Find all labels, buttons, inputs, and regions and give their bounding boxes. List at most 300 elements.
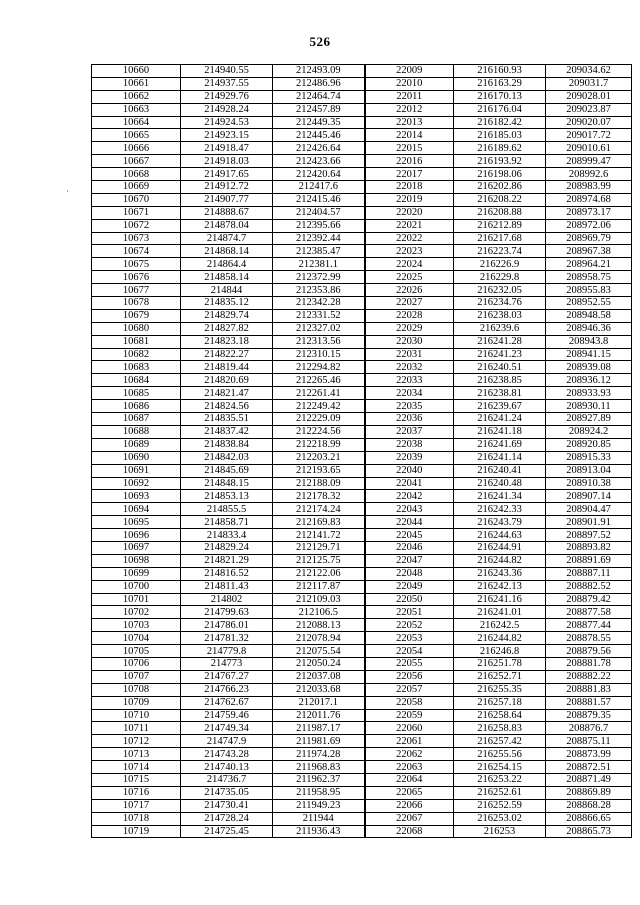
y-coordinate-left-cell: 212109.03 [273, 593, 365, 606]
table-row [92, 155, 632, 168]
table-row [92, 438, 632, 451]
point-number-right-cell: 22045 [365, 529, 454, 542]
y-coordinate-right-cell: 208974.68 [546, 193, 632, 206]
y-coordinate-left-cell: 212261.41 [273, 387, 365, 400]
point-number-left-cell: 10688 [92, 425, 181, 438]
point-number-left-cell: 10671 [92, 206, 181, 219]
x-coordinate-left-cell: 214759.46 [181, 709, 273, 722]
x-coordinate-right-cell: 216240.41 [454, 464, 546, 477]
x-coordinate-right-cell: 216241.01 [454, 606, 546, 619]
x-coordinate-right-cell: 216239.67 [454, 400, 546, 413]
point-number-left-cell: 10693 [92, 490, 181, 503]
point-number-right-cell: 22033 [365, 374, 454, 387]
y-coordinate-right-cell: 208877.58 [546, 606, 632, 619]
point-number-left-cell: 10672 [92, 219, 181, 232]
point-number-left-cell: 10714 [92, 761, 181, 774]
y-coordinate-left-cell: 212395.66 [273, 219, 365, 232]
y-coordinate-left-cell: 212423.66 [273, 155, 365, 168]
table-row [92, 722, 632, 735]
point-number-left-cell: 10718 [92, 812, 181, 825]
y-coordinate-left-cell: 211949.23 [273, 799, 365, 812]
x-coordinate-left-cell: 214747.9 [181, 735, 273, 748]
y-coordinate-right-cell: 208866.65 [546, 812, 632, 825]
table-row [92, 258, 632, 271]
point-number-right-cell: 22038 [365, 438, 454, 451]
x-coordinate-left-cell: 214829.74 [181, 309, 273, 322]
point-number-right-cell: 22014 [365, 129, 454, 142]
y-coordinate-left-cell: 212129.71 [273, 541, 365, 554]
point-number-left-cell: 10698 [92, 554, 181, 567]
y-coordinate-right-cell: 208907.14 [546, 490, 632, 503]
x-coordinate-left-cell: 214743.28 [181, 748, 273, 761]
table-row [92, 567, 632, 580]
y-coordinate-right-cell: 208881.78 [546, 657, 632, 670]
point-number-right-cell: 22031 [365, 348, 454, 361]
y-coordinate-right-cell: 208879.42 [546, 593, 632, 606]
x-coordinate-left-cell: 214924.53 [181, 116, 273, 129]
y-coordinate-right-cell: 208939.08 [546, 361, 632, 374]
y-coordinate-right-cell: 208973.17 [546, 206, 632, 219]
x-coordinate-right-cell: 216170.13 [454, 90, 546, 103]
x-coordinate-left-cell: 214868.14 [181, 245, 273, 258]
point-number-left-cell: 10676 [92, 271, 181, 284]
y-coordinate-left-cell: 212392.44 [273, 232, 365, 245]
y-coordinate-left-cell: 212381.1 [273, 258, 365, 271]
y-coordinate-right-cell: 208882.52 [546, 580, 632, 593]
table-row [92, 413, 632, 426]
point-number-right-cell: 22037 [365, 425, 454, 438]
point-number-right-cell: 22058 [365, 696, 454, 709]
x-coordinate-right-cell: 216241.16 [454, 593, 546, 606]
point-number-right-cell: 22051 [365, 606, 454, 619]
x-coordinate-right-cell: 216185.03 [454, 129, 546, 142]
y-coordinate-left-cell: 212169.83 [273, 516, 365, 529]
y-coordinate-right-cell: 208955.83 [546, 284, 632, 297]
y-coordinate-left-cell: 211936.43 [273, 825, 365, 838]
point-number-right-cell: 22041 [365, 477, 454, 490]
x-coordinate-left-cell: 214822.27 [181, 348, 273, 361]
x-coordinate-right-cell: 216244.63 [454, 529, 546, 542]
table-row [92, 206, 632, 219]
x-coordinate-right-cell: 216208.88 [454, 206, 546, 219]
point-number-right-cell: 22054 [365, 645, 454, 658]
point-number-right-cell: 22048 [365, 567, 454, 580]
x-coordinate-right-cell: 216182.42 [454, 116, 546, 129]
point-number-right-cell: 22062 [365, 748, 454, 761]
y-coordinate-left-cell: 212017.1 [273, 696, 365, 709]
x-coordinate-right-cell: 216243.36 [454, 567, 546, 580]
y-coordinate-right-cell: 208893.82 [546, 541, 632, 554]
x-coordinate-right-cell: 216255.35 [454, 683, 546, 696]
x-coordinate-left-cell: 214918.03 [181, 155, 273, 168]
y-coordinate-left-cell: 212342.28 [273, 297, 365, 310]
y-coordinate-left-cell: 212117.87 [273, 580, 365, 593]
point-number-left-cell: 10707 [92, 670, 181, 683]
point-number-right-cell: 22010 [365, 77, 454, 90]
point-number-right-cell: 22057 [365, 683, 454, 696]
x-coordinate-right-cell: 216252.71 [454, 670, 546, 683]
x-coordinate-right-cell: 216208.22 [454, 193, 546, 206]
x-coordinate-right-cell: 216242.33 [454, 503, 546, 516]
table-row [92, 451, 632, 464]
x-coordinate-left-cell: 214735.05 [181, 786, 273, 799]
point-number-left-cell: 10715 [92, 773, 181, 786]
y-coordinate-left-cell: 212037.08 [273, 670, 365, 683]
x-coordinate-left-cell: 214845.69 [181, 464, 273, 477]
point-number-left-cell: 10696 [92, 529, 181, 542]
point-number-left-cell: 10691 [92, 464, 181, 477]
point-number-left-cell: 10684 [92, 374, 181, 387]
y-coordinate-left-cell: 212426.64 [273, 142, 365, 155]
point-number-right-cell: 22025 [365, 271, 454, 284]
y-coordinate-left-cell: 212106.5 [273, 606, 365, 619]
table-row [92, 657, 632, 670]
point-number-left-cell: 10667 [92, 155, 181, 168]
x-coordinate-right-cell: 216246.8 [454, 645, 546, 658]
y-coordinate-left-cell: 212372.99 [273, 271, 365, 284]
x-coordinate-left-cell: 214823.18 [181, 335, 273, 348]
point-number-right-cell: 22044 [365, 516, 454, 529]
y-coordinate-left-cell: 212141.72 [273, 529, 365, 542]
x-coordinate-left-cell: 214829.24 [181, 541, 273, 554]
y-coordinate-right-cell: 208873.99 [546, 748, 632, 761]
x-coordinate-left-cell: 214767.27 [181, 670, 273, 683]
table-row [92, 541, 632, 554]
x-coordinate-left-cell: 214835.51 [181, 413, 273, 426]
y-coordinate-right-cell: 208878.55 [546, 632, 632, 645]
y-coordinate-left-cell: 212327.02 [273, 322, 365, 335]
point-number-left-cell: 10705 [92, 645, 181, 658]
x-coordinate-right-cell: 216254.15 [454, 761, 546, 774]
y-coordinate-left-cell: 212313.56 [273, 335, 365, 348]
point-number-left-cell: 10677 [92, 284, 181, 297]
point-number-right-cell: 22030 [365, 335, 454, 348]
point-number-right-cell: 22022 [365, 232, 454, 245]
y-coordinate-left-cell: 211962.37 [273, 773, 365, 786]
point-number-right-cell: 22013 [365, 116, 454, 129]
point-number-left-cell: 10681 [92, 335, 181, 348]
point-number-right-cell: 22047 [365, 554, 454, 567]
x-coordinate-right-cell: 216232.05 [454, 284, 546, 297]
y-coordinate-left-cell: 212218.99 [273, 438, 365, 451]
table-row [92, 554, 632, 567]
table-row [92, 168, 632, 181]
point-number-right-cell: 22056 [365, 670, 454, 683]
point-number-right-cell: 22046 [365, 541, 454, 554]
point-number-left-cell: 10669 [92, 181, 181, 194]
x-coordinate-right-cell: 216198.06 [454, 168, 546, 181]
x-coordinate-left-cell: 214786.01 [181, 619, 273, 632]
point-number-left-cell: 10701 [92, 593, 181, 606]
x-coordinate-right-cell: 216253.22 [454, 773, 546, 786]
y-coordinate-right-cell: 208948.58 [546, 309, 632, 322]
point-number-right-cell: 22061 [365, 735, 454, 748]
x-coordinate-right-cell: 216258.83 [454, 722, 546, 735]
y-coordinate-left-cell: 212265.46 [273, 374, 365, 387]
x-coordinate-right-cell: 216244.82 [454, 632, 546, 645]
x-coordinate-left-cell: 214855.5 [181, 503, 273, 516]
point-number-right-cell: 22053 [365, 632, 454, 645]
point-number-left-cell: 10695 [92, 516, 181, 529]
x-coordinate-right-cell: 216238.85 [454, 374, 546, 387]
table-row [92, 284, 632, 297]
y-coordinate-right-cell: 208920.85 [546, 438, 632, 451]
x-coordinate-left-cell: 214762.67 [181, 696, 273, 709]
table-row [92, 335, 632, 348]
x-coordinate-right-cell: 216160.93 [454, 65, 546, 78]
x-coordinate-left-cell: 214821.29 [181, 554, 273, 567]
point-number-left-cell: 10699 [92, 567, 181, 580]
x-coordinate-right-cell: 216257.18 [454, 696, 546, 709]
coordinates-table [91, 64, 632, 838]
point-number-right-cell: 22067 [365, 812, 454, 825]
y-coordinate-right-cell: 208876.7 [546, 722, 632, 735]
table-row [92, 90, 632, 103]
point-number-left-cell: 10680 [92, 322, 181, 335]
table-row [92, 709, 632, 722]
y-coordinate-right-cell: 208924.2 [546, 425, 632, 438]
point-number-right-cell: 22064 [365, 773, 454, 786]
point-number-left-cell: 10719 [92, 825, 181, 838]
y-coordinate-left-cell: 212249.42 [273, 400, 365, 413]
x-coordinate-left-cell: 214858.14 [181, 271, 273, 284]
x-coordinate-right-cell: 216176.04 [454, 103, 546, 116]
y-coordinate-right-cell: 208927.89 [546, 413, 632, 426]
x-coordinate-left-cell: 214799.63 [181, 606, 273, 619]
x-coordinate-left-cell: 214819.44 [181, 361, 273, 374]
x-coordinate-right-cell: 216241.23 [454, 348, 546, 361]
table-row [92, 245, 632, 258]
y-coordinate-right-cell: 208964.21 [546, 258, 632, 271]
y-coordinate-right-cell: 208983.99 [546, 181, 632, 194]
y-coordinate-left-cell: 212486.96 [273, 77, 365, 90]
point-number-right-cell: 22036 [365, 413, 454, 426]
table-row [92, 606, 632, 619]
table-row [92, 748, 632, 761]
coordinates-table-body [92, 65, 632, 838]
table-row [92, 348, 632, 361]
y-coordinate-left-cell: 212188.09 [273, 477, 365, 490]
table-row [92, 825, 632, 838]
y-coordinate-left-cell: 211944 [273, 812, 365, 825]
y-coordinate-left-cell: 212464.74 [273, 90, 365, 103]
point-number-left-cell: 10661 [92, 77, 181, 90]
table-row [92, 580, 632, 593]
point-number-right-cell: 22065 [365, 786, 454, 799]
point-number-right-cell: 22009 [365, 65, 454, 78]
point-number-left-cell: 10709 [92, 696, 181, 709]
y-coordinate-left-cell: 212229.09 [273, 413, 365, 426]
point-number-left-cell: 10666 [92, 142, 181, 155]
point-number-right-cell: 22052 [365, 619, 454, 632]
table-row [92, 786, 632, 799]
point-number-right-cell: 22024 [365, 258, 454, 271]
y-coordinate-right-cell: 208879.35 [546, 709, 632, 722]
x-coordinate-left-cell: 214912.72 [181, 181, 273, 194]
table-row [92, 142, 632, 155]
table-row [92, 773, 632, 786]
point-number-left-cell: 10664 [92, 116, 181, 129]
x-coordinate-right-cell: 216212.89 [454, 219, 546, 232]
table-row [92, 619, 632, 632]
y-coordinate-left-cell: 212033.68 [273, 683, 365, 696]
y-coordinate-left-cell: 212088.13 [273, 619, 365, 632]
y-coordinate-left-cell: 212331.52 [273, 309, 365, 322]
margin-mark: · [66, 186, 69, 196]
point-number-left-cell: 10685 [92, 387, 181, 400]
y-coordinate-right-cell: 208969.79 [546, 232, 632, 245]
x-coordinate-right-cell: 216240.48 [454, 477, 546, 490]
x-coordinate-right-cell: 216244.91 [454, 541, 546, 554]
point-number-left-cell: 10674 [92, 245, 181, 258]
x-coordinate-right-cell: 216251.78 [454, 657, 546, 670]
x-coordinate-left-cell: 214749.34 [181, 722, 273, 735]
point-number-left-cell: 10694 [92, 503, 181, 516]
y-coordinate-right-cell: 209031.7 [546, 77, 632, 90]
x-coordinate-right-cell: 216242.13 [454, 580, 546, 593]
y-coordinate-right-cell: 208941.15 [546, 348, 632, 361]
x-coordinate-left-cell: 214918.47 [181, 142, 273, 155]
table-row [92, 400, 632, 413]
point-number-right-cell: 22050 [365, 593, 454, 606]
x-coordinate-right-cell: 216241.24 [454, 413, 546, 426]
table-row [92, 683, 632, 696]
point-number-left-cell: 10665 [92, 129, 181, 142]
y-coordinate-right-cell: 209028.01 [546, 90, 632, 103]
x-coordinate-right-cell: 216243.79 [454, 516, 546, 529]
table-row [92, 77, 632, 90]
x-coordinate-right-cell: 216255.56 [454, 748, 546, 761]
x-coordinate-right-cell: 216189.62 [454, 142, 546, 155]
table-row [92, 670, 632, 683]
x-coordinate-right-cell: 216252.59 [454, 799, 546, 812]
x-coordinate-left-cell: 214940.55 [181, 65, 273, 78]
y-coordinate-right-cell: 208875.11 [546, 735, 632, 748]
table-row [92, 322, 632, 335]
y-coordinate-right-cell: 208958.75 [546, 271, 632, 284]
point-number-right-cell: 22028 [365, 309, 454, 322]
x-coordinate-left-cell: 214844 [181, 284, 273, 297]
table-row [92, 361, 632, 374]
x-coordinate-left-cell: 214833.4 [181, 529, 273, 542]
page-number: 526 [309, 34, 331, 49]
point-number-left-cell: 10717 [92, 799, 181, 812]
table-row [92, 812, 632, 825]
x-coordinate-left-cell: 214878.04 [181, 219, 273, 232]
x-coordinate-right-cell: 216163.29 [454, 77, 546, 90]
y-coordinate-right-cell: 209023.87 [546, 103, 632, 116]
x-coordinate-left-cell: 214736.7 [181, 773, 273, 786]
x-coordinate-left-cell: 214837.42 [181, 425, 273, 438]
point-number-left-cell: 10673 [92, 232, 181, 245]
x-coordinate-right-cell: 216242.5 [454, 619, 546, 632]
table-row [92, 387, 632, 400]
x-coordinate-right-cell: 216258.64 [454, 709, 546, 722]
point-number-right-cell: 22055 [365, 657, 454, 670]
y-coordinate-left-cell: 212449.35 [273, 116, 365, 129]
x-coordinate-left-cell: 214725.45 [181, 825, 273, 838]
point-number-right-cell: 22035 [365, 400, 454, 413]
table-row [92, 799, 632, 812]
point-number-left-cell: 10682 [92, 348, 181, 361]
y-coordinate-left-cell: 212420.64 [273, 168, 365, 181]
table-row [92, 65, 632, 78]
y-coordinate-left-cell: 212353.86 [273, 284, 365, 297]
point-number-right-cell: 22018 [365, 181, 454, 194]
point-number-right-cell: 22017 [365, 168, 454, 181]
y-coordinate-right-cell: 208972.06 [546, 219, 632, 232]
y-coordinate-right-cell: 208904.47 [546, 503, 632, 516]
y-coordinate-left-cell: 212310.15 [273, 348, 365, 361]
x-coordinate-right-cell: 216241.69 [454, 438, 546, 451]
x-coordinate-right-cell: 216257.42 [454, 735, 546, 748]
x-coordinate-right-cell: 216244.82 [454, 554, 546, 567]
point-number-left-cell: 10708 [92, 683, 181, 696]
x-coordinate-right-cell: 216241.28 [454, 335, 546, 348]
x-coordinate-left-cell: 214766.23 [181, 683, 273, 696]
table-row [92, 129, 632, 142]
x-coordinate-left-cell: 214811.43 [181, 580, 273, 593]
x-coordinate-right-cell: 216240.51 [454, 361, 546, 374]
y-coordinate-right-cell: 209034.62 [546, 65, 632, 78]
table-row [92, 593, 632, 606]
point-number-right-cell: 22016 [365, 155, 454, 168]
table-row [92, 116, 632, 129]
point-number-left-cell: 10668 [92, 168, 181, 181]
point-number-right-cell: 22032 [365, 361, 454, 374]
point-number-right-cell: 22042 [365, 490, 454, 503]
y-coordinate-right-cell: 208915.33 [546, 451, 632, 464]
table-row [92, 632, 632, 645]
y-coordinate-right-cell: 209017.72 [546, 129, 632, 142]
x-coordinate-left-cell: 214802 [181, 593, 273, 606]
point-number-left-cell: 10716 [92, 786, 181, 799]
x-coordinate-right-cell: 216241.14 [454, 451, 546, 464]
point-number-left-cell: 10713 [92, 748, 181, 761]
x-coordinate-left-cell: 214838.84 [181, 438, 273, 451]
y-coordinate-left-cell: 212385.47 [273, 245, 365, 258]
x-coordinate-left-cell: 214888.67 [181, 206, 273, 219]
table-row [92, 297, 632, 310]
y-coordinate-left-cell: 212178.32 [273, 490, 365, 503]
y-coordinate-left-cell: 212493.09 [273, 65, 365, 78]
point-number-right-cell: 22040 [365, 464, 454, 477]
x-coordinate-right-cell: 216193.92 [454, 155, 546, 168]
x-coordinate-left-cell: 214842.03 [181, 451, 273, 464]
table-row [92, 425, 632, 438]
point-number-left-cell: 10675 [92, 258, 181, 271]
x-coordinate-left-cell: 214937.55 [181, 77, 273, 90]
y-coordinate-right-cell: 208865.73 [546, 825, 632, 838]
x-coordinate-left-cell: 214740.13 [181, 761, 273, 774]
y-coordinate-left-cell: 212445.46 [273, 129, 365, 142]
x-coordinate-left-cell: 214917.65 [181, 168, 273, 181]
y-coordinate-right-cell: 208943.8 [546, 335, 632, 348]
table-row [92, 503, 632, 516]
point-number-left-cell: 10703 [92, 619, 181, 632]
y-coordinate-right-cell: 208897.52 [546, 529, 632, 542]
point-number-left-cell: 10692 [92, 477, 181, 490]
x-coordinate-right-cell: 216241.34 [454, 490, 546, 503]
table-row [92, 696, 632, 709]
point-number-left-cell: 10662 [92, 90, 181, 103]
x-coordinate-left-cell: 214907.77 [181, 193, 273, 206]
point-number-left-cell: 10702 [92, 606, 181, 619]
y-coordinate-left-cell: 211981.69 [273, 735, 365, 748]
point-number-right-cell: 22059 [365, 709, 454, 722]
y-coordinate-right-cell: 208936.12 [546, 374, 632, 387]
y-coordinate-left-cell: 212050.24 [273, 657, 365, 670]
